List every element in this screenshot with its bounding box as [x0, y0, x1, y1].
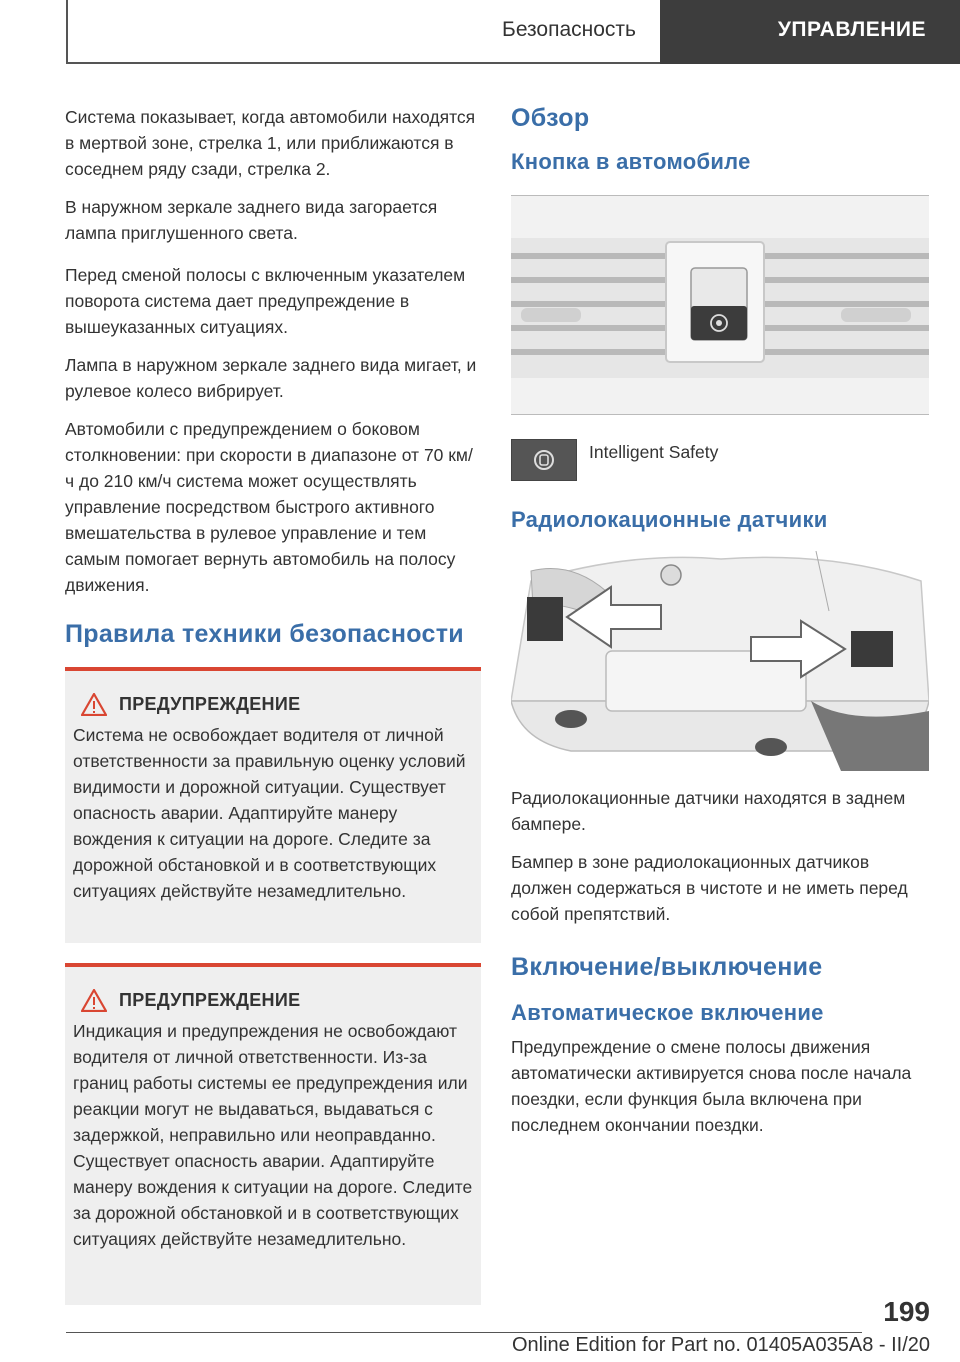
header-section-title: Безопасность — [502, 18, 636, 41]
warning-text: Индикация и предупреждения не освобождают водителя от личной ответственности. Из-за границ работы системы ее предупреждения или реакции могут не выдаваться, выдаваться с задержкой, неправильно или неоправданно. Существует опасность аварии. Адаптируйте манеру вождения к ситуации на дороге. Следите за дорожной обстановкой и в соответствующих ситуациях действуйте незамедлительно. — [73, 1021, 473, 1249]
warning-title — [73, 693, 473, 716]
button-photo — [511, 195, 929, 415]
button-label: Intelligent Safety — [589, 442, 719, 462]
overview-heading: Обзор — [511, 104, 590, 132]
onoff-heading: Включение/выключение — [511, 953, 823, 981]
warning-box — [65, 667, 481, 943]
right-column — [511, 104, 929, 1150]
radar-sensor-photo — [511, 551, 929, 771]
warning-title-text: ПРЕДУПРЕЖДЕНИЕ — [119, 694, 301, 714]
paragraph: В наружном зеркале заднего вида загорается лампа приглушенного света. — [65, 197, 438, 243]
paragraph: Лампа в наружном зеркале заднего вида мигает, и рулевое колесо вибрирует. — [65, 355, 477, 401]
paragraph: Автомобили с предупреждением о боковом столкновении: при скорости в диапазоне от 70 км/ч до 210 км/ч система может осуществлять управление посредством быстрого активного вмешательства в рулевое управление и тем самым помогает вернуть автомобиль на полосу движения. — [65, 419, 473, 595]
header-underline — [66, 62, 660, 64]
paragraph: Радиолокационные датчики находятся в заднем бампере. — [511, 788, 906, 834]
warning-triangle-icon — [81, 693, 107, 716]
button-heading: Кнопка в автомобиле — [511, 149, 751, 174]
paragraph: Система показывает, когда автомобили находятся в мертвой зоне, стрелка 1, или приближаются в соседнем ряду сзади, стрелка 2. — [65, 107, 476, 179]
auto-heading: Автоматическое включение — [511, 1000, 824, 1025]
paragraph: Бампер в зоне радиолокационных датчиков должен содержаться в чистоте и не иметь перед собой препятствий. — [511, 852, 908, 924]
warning-triangle-icon — [81, 989, 107, 1012]
air-vent-illustration — [511, 196, 929, 414]
warning-text: Система не освобождает водителя от личной ответственности за правильную оценку условий видимости и дорожной ситуации. Существует опасность аварии. Адаптируйте манеру вождения к ситуации на дороге. Следите за дорожной обстановкой и в соответствующих ситуациях действуйте незамедлительно. — [73, 725, 466, 901]
left-column — [65, 104, 481, 1305]
warning-title — [73, 989, 473, 1012]
safety-heading: Правила техники безопасности — [65, 620, 464, 648]
warning-title-text: ПРЕДУПРЕЖДЕНИЕ — [119, 990, 301, 1010]
header-chapter-tab: УПРАВЛЕНИЕ — [660, 0, 960, 64]
warning-box — [65, 963, 481, 1305]
paragraph: Перед сменой полосы с включенным указателем поворота система дает предупреждение в вышеуказанных ситуациях. — [65, 265, 466, 337]
footer-divider — [66, 1332, 862, 1333]
radar-heading: Радиолокационные датчики — [511, 507, 828, 532]
rear-bumper-illustration — [511, 551, 929, 771]
button-legend — [511, 439, 929, 481]
page-number: 199 — [883, 1296, 930, 1327]
paragraph: Предупреждение о смене полосы движения автоматически активируется снова после начала поездки, если функция была включена при последнем окончании поездки. — [511, 1037, 912, 1135]
footer-edition: Online Edition for Part no. 01405A035A8 - II/20 — [511, 1334, 930, 1356]
intelligent-safety-button-icon — [511, 439, 577, 481]
